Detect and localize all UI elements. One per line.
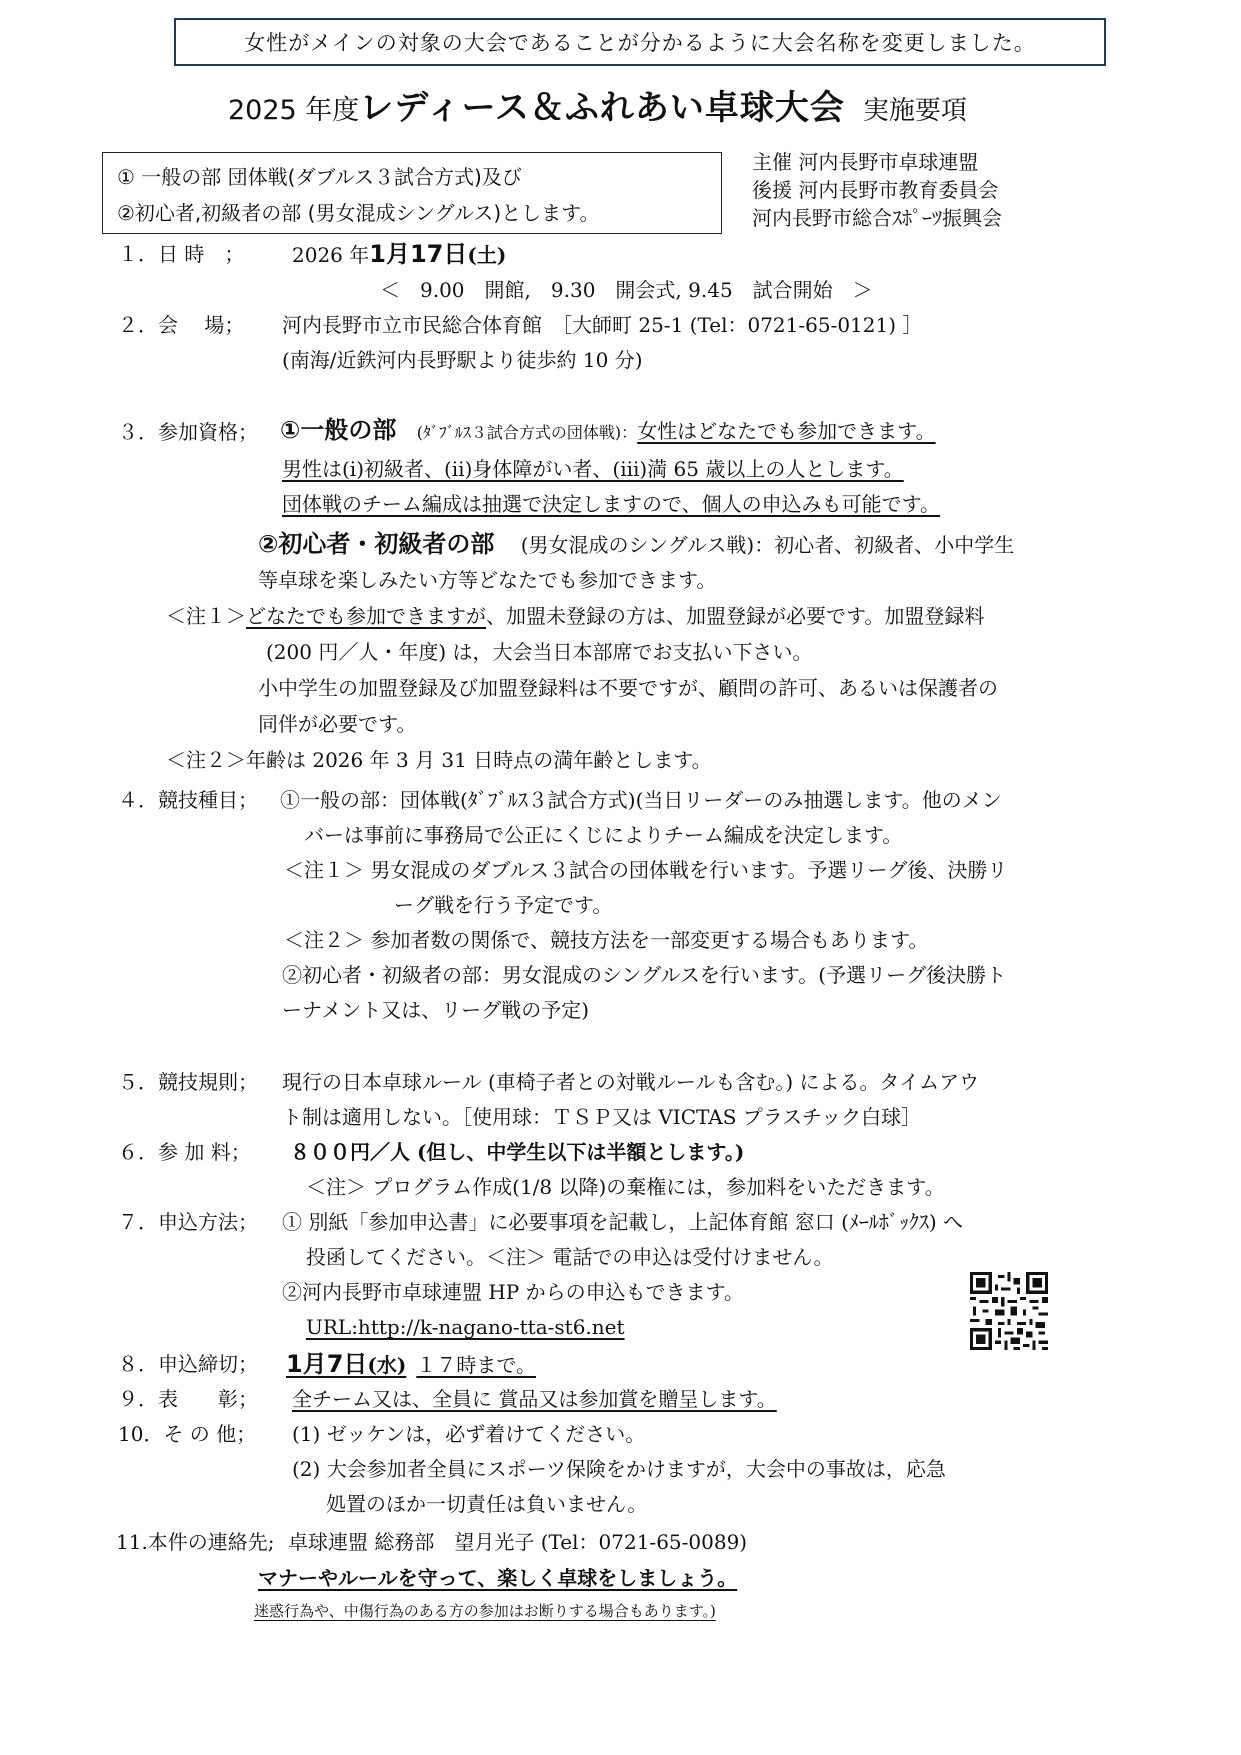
organizer-support-2: 河内長野市総合ｽﾎﾟｰﾂ振興会	[752, 206, 1002, 230]
s8-deadline	[286, 1350, 536, 1379]
s3-general	[280, 416, 936, 445]
disclaimer: 迷惑行為や、中傷行為のある方の参加はお断りする場合もあります。)	[254, 1602, 716, 1620]
s3-note1-underlined: どなたでも参加できますが	[246, 604, 486, 628]
s10-label: 10．そ の 他；	[118, 1422, 257, 1446]
title-main: レディース＆ふれあい卓球大会	[359, 88, 845, 128]
page-title	[228, 88, 967, 129]
s5-line1: 現行の日本卓球ルール (車椅子者との対戦ルールも含む。) による。タイムアウ	[282, 1070, 980, 1094]
s3-general-title: ①一般の部	[280, 416, 397, 444]
s3-team-draw: 団体戦のチーム編成は抽選で決定しますので、個人の申込みも可能です。	[282, 492, 940, 516]
s1-date-day: (土)	[467, 243, 507, 267]
s11-label: 11.本件の連絡先;	[116, 1530, 275, 1554]
s3-note1-line3: 小中学生の加盟登録及び加盟登録料は不要ですが、顧問の許可、あるいは保護者の	[258, 676, 998, 700]
s2-venue: 河内長野市立市民総合体育館 ［大師町 25-1 (Tel：0721-65-0121) ］	[282, 313, 923, 337]
s4-line2: バーは事前に事務局で公正にくじによりチーム編成を決定します。	[304, 823, 903, 847]
s3-note1-line4: 同伴が必要です。	[258, 712, 417, 736]
s6-label: ６．参 加 料；	[118, 1140, 251, 1164]
title-year: 2025 年度	[228, 95, 360, 126]
organizer-host: 主催 河内長野市卓球連盟	[752, 150, 979, 174]
division-line-2: ②初心者,初級者の部 (男女混成シングルス)とします。	[117, 201, 600, 225]
s4-note1b: ーグ戦を行う予定です。	[394, 893, 613, 917]
s8-date-bold: 1月7日	[286, 1350, 368, 1378]
s4-line4: ーナメント又は、リーグ戦の予定)	[282, 998, 590, 1022]
divisions-box	[102, 152, 722, 234]
division-line-1: ① 一般の部 団体戦(ダブルス３試合方式)及び	[117, 165, 522, 189]
s9-text: 全チーム又は、全員に 賞品又は参加賞を贈呈します。	[292, 1387, 777, 1411]
qr-code-icon[interactable]	[970, 1272, 1048, 1350]
s11-contact: 卓球連盟 総務部 望月光子 (Tel：0721-65-0089)	[288, 1530, 748, 1554]
s8-label: ８．申込締切；	[118, 1352, 258, 1376]
closing-message: マナーやルールを守って、楽しく卓球をしましょう。	[258, 1566, 738, 1590]
s10-item1: (1) ゼッケンは，必ず着けてください。	[292, 1422, 646, 1446]
s7-line1: ① 別紙「参加申込書」に必要事項を記載し，上記体育館 窓口 (ﾒｰﾙﾎﾞｯｸｽ) へ	[282, 1210, 964, 1234]
s5-label: ５．競技規則；	[118, 1070, 258, 1094]
s3-general-format: (ﾀﾞﾌﾞﾙｽ３試合方式の団体戦)：	[416, 423, 638, 442]
s2-label: ２．会 場；	[118, 313, 245, 337]
s4-line1: ①一般の部：団体戦(ﾀﾞﾌﾞﾙｽ３試合方式)(当日リーダーのみ抽選します。他のメン	[280, 788, 1002, 812]
s9-label: ９．表 彰；	[118, 1387, 258, 1411]
s7-line3: ②河内長野市卓球連盟 HP からの申込もできます。	[282, 1280, 745, 1304]
organizer-support: 後援 河内長野市教育委員会	[752, 178, 999, 202]
s3-beginner-title: ②初心者・初級者の部	[258, 530, 495, 558]
s8-time: １７時まで。	[416, 1353, 536, 1377]
s3-beginner-desc: (男女混成のシングルス戦)：初心者、初級者、小中学生	[520, 533, 1015, 557]
s3-beginner-desc2: 等卓球を楽しみたい方等どなたでも参加できます。	[258, 568, 717, 592]
s1-date-prefix: 2026 年	[292, 243, 370, 267]
s3-note1-rest: 、加盟未登録の方は、加盟登録が必要です。加盟登録料	[486, 604, 985, 628]
s3-beginner	[258, 530, 1014, 559]
s1-date	[292, 240, 506, 269]
s6-note: ＜注＞ プログラム作成(1/8 以降)の棄権には，参加料をいただきます。	[306, 1175, 945, 1199]
s7-label: ７．申込方法；	[118, 1210, 258, 1234]
s4-label: ４．競技種目；	[118, 788, 258, 812]
s4-note1a: ＜注１＞ 男女混成のダブルス３試合の団体戦を行います。予選リーグ後、決勝リ	[284, 858, 1008, 882]
s4-note2: ＜注２＞ 参加者数の関係で、競技方法を一部変更する場合もあります。	[284, 928, 929, 952]
s3-men: 男性は(ⅰ)初級者、(ⅱ)身体障がい者、(ⅲ)満 65 歳以上の人とします。	[282, 457, 904, 481]
s1-schedule: ＜ 9.00 開館, 9.30 開会式, 9.45 試合開始 ＞	[380, 278, 873, 302]
s3-note1	[166, 604, 984, 628]
s8-day: (水)	[367, 1353, 407, 1377]
s4-line3: ②初心者・初級者の部：男女混成のシングルスを行います。(予選リーグ後決勝ト	[282, 963, 1007, 987]
s5-line2: ト制は適用しない。［使用球：ＴＳＰ又は VICTAS プラスチック白球］	[282, 1105, 922, 1129]
s3-note2: ＜注２＞年齢は 2026 年 3 月 31 日時点の満年齢とします。	[166, 748, 712, 772]
s1-date-bold: 1月17日	[369, 240, 468, 268]
s1-label: １．日 時 ；	[118, 242, 245, 266]
s2-access: (南海/近鉄河内長野駅より徒歩約 10 分)	[282, 348, 643, 372]
s10-item2b: 処置のほか一切責任は負いません。	[326, 1492, 648, 1516]
s6-fee: ８００円／人 (但し、中学生以下は半額とします。)	[290, 1140, 745, 1164]
s10-item2a: (2) 大会参加者全員にスポーツ保険をかけますが，大会中の事故は，応急	[292, 1457, 946, 1481]
s7-url-link[interactable]: URL:http://k-nagano-tta-st6.net	[306, 1315, 625, 1339]
s3-general-eligibility: 女性はどなたでも参加できます。	[637, 419, 936, 443]
s7-line2: 投函してください。＜注＞ 電話での申込は受付けません。	[306, 1245, 834, 1269]
notice-banner: 女性がメインの対象の大会であることが分かるように大会名称を変更しました。	[174, 18, 1106, 66]
s3-note1-label: ＜注１＞	[166, 604, 246, 628]
s3-label: ３．参加資格；	[118, 420, 258, 444]
s3-note1-line2: (200 円／人・年度) は，大会当日本部席でお支払い下さい。	[266, 640, 813, 664]
title-sub: 実施要項	[862, 96, 967, 126]
